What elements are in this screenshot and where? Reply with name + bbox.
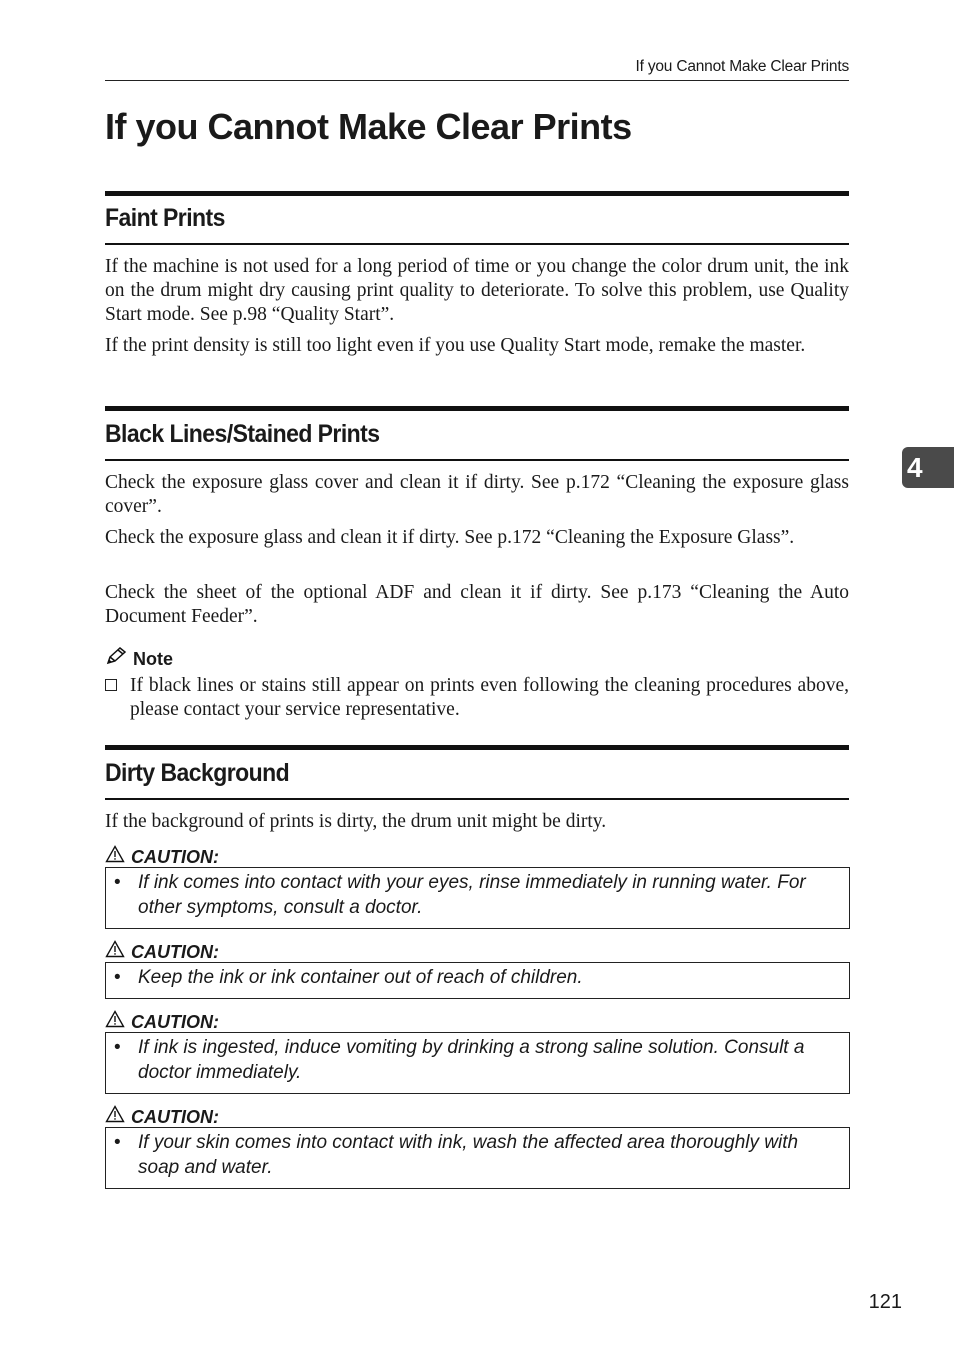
caution-text: If your skin comes into contact with ink, wash the affected area thoroughly with soap and water.	[138, 1132, 799, 1178]
note-item	[105, 674, 849, 722]
page-title: If you Cannot Make Clear Prints	[105, 106, 632, 147]
caution-box	[105, 867, 850, 929]
section-rule	[105, 191, 849, 196]
caution-label-text: CAUTION:	[131, 846, 219, 867]
note-label-text: Note	[133, 648, 173, 669]
paragraph: Check the exposure glass cover and clean it if dirty. See p.172 “Cleaning the exposure glass cover”.	[105, 472, 849, 517]
warning-triangle-icon	[105, 1105, 125, 1128]
caution-box	[105, 1127, 850, 1189]
warning-triangle-icon	[105, 1010, 125, 1033]
caution-label-text: CAUTION:	[131, 1106, 219, 1127]
paragraph: Check the sheet of the optional ADF and clean it if dirty. See p.173 “Cleaning the Auto Document Feeder”.	[105, 582, 849, 627]
pencil-icon	[105, 646, 127, 671]
bullet: •	[114, 872, 121, 893]
section-heading-black-lines: Black Lines/Stained Prints	[105, 420, 380, 448]
section-heading-faint-prints: Faint Prints	[105, 204, 225, 232]
bullet: •	[114, 1132, 121, 1153]
caution-label	[105, 845, 219, 868]
caution-text: If ink is ingested, induce vomiting by drinking a strong saline solution. Consult a doctor immediately.	[138, 1037, 805, 1083]
caution-box	[105, 962, 850, 999]
caution-text: Keep the ink or ink container out of reach of children.	[138, 967, 583, 988]
note-label	[105, 646, 173, 671]
paragraph: If the print density is still too light even if you use Quality Start mode, remake the master.	[105, 335, 806, 356]
heading-underline	[105, 459, 849, 461]
warning-triangle-icon	[105, 845, 125, 868]
checkbox-square-icon	[105, 679, 117, 691]
heading-underline	[105, 243, 849, 245]
section-rule	[105, 745, 849, 750]
caution-label	[105, 1105, 219, 1128]
heading-underline	[105, 798, 849, 800]
bullet: •	[114, 1037, 121, 1058]
bullet: •	[114, 967, 121, 988]
section-rule	[105, 406, 849, 411]
chapter-tab: 4	[902, 447, 954, 488]
page-number: 121	[868, 1291, 902, 1313]
caution-label-text: CAUTION:	[131, 941, 219, 962]
caution-label	[105, 1010, 219, 1033]
caution-label	[105, 940, 219, 963]
running-header: If you Cannot Make Clear Prints	[105, 56, 849, 81]
caution-box	[105, 1032, 850, 1094]
section-heading-dirty-background: Dirty Background	[105, 759, 290, 787]
paragraph: If the background of prints is dirty, the drum unit might be dirty.	[105, 811, 607, 832]
paragraph: If the machine is not used for a long period of time or you change the color drum unit, the ink on the drum might dry causing print quality to deteriorate. To solve this problem, use Quality Start mode. See p.98 “Quality Start”.	[105, 256, 849, 325]
caution-text: If ink comes into contact with your eyes, rinse immediately in running water. For other symptoms, consult a doctor.	[138, 872, 806, 918]
note-item-text: If black lines or stains still appear on prints even following the cleaning procedures above, please contact your service representative.	[130, 675, 849, 720]
warning-triangle-icon	[105, 940, 125, 963]
caution-label-text: CAUTION:	[131, 1011, 219, 1032]
paragraph: Check the exposure glass and clean it if dirty. See p.172 “Cleaning the Exposure Glass”.	[105, 527, 795, 548]
